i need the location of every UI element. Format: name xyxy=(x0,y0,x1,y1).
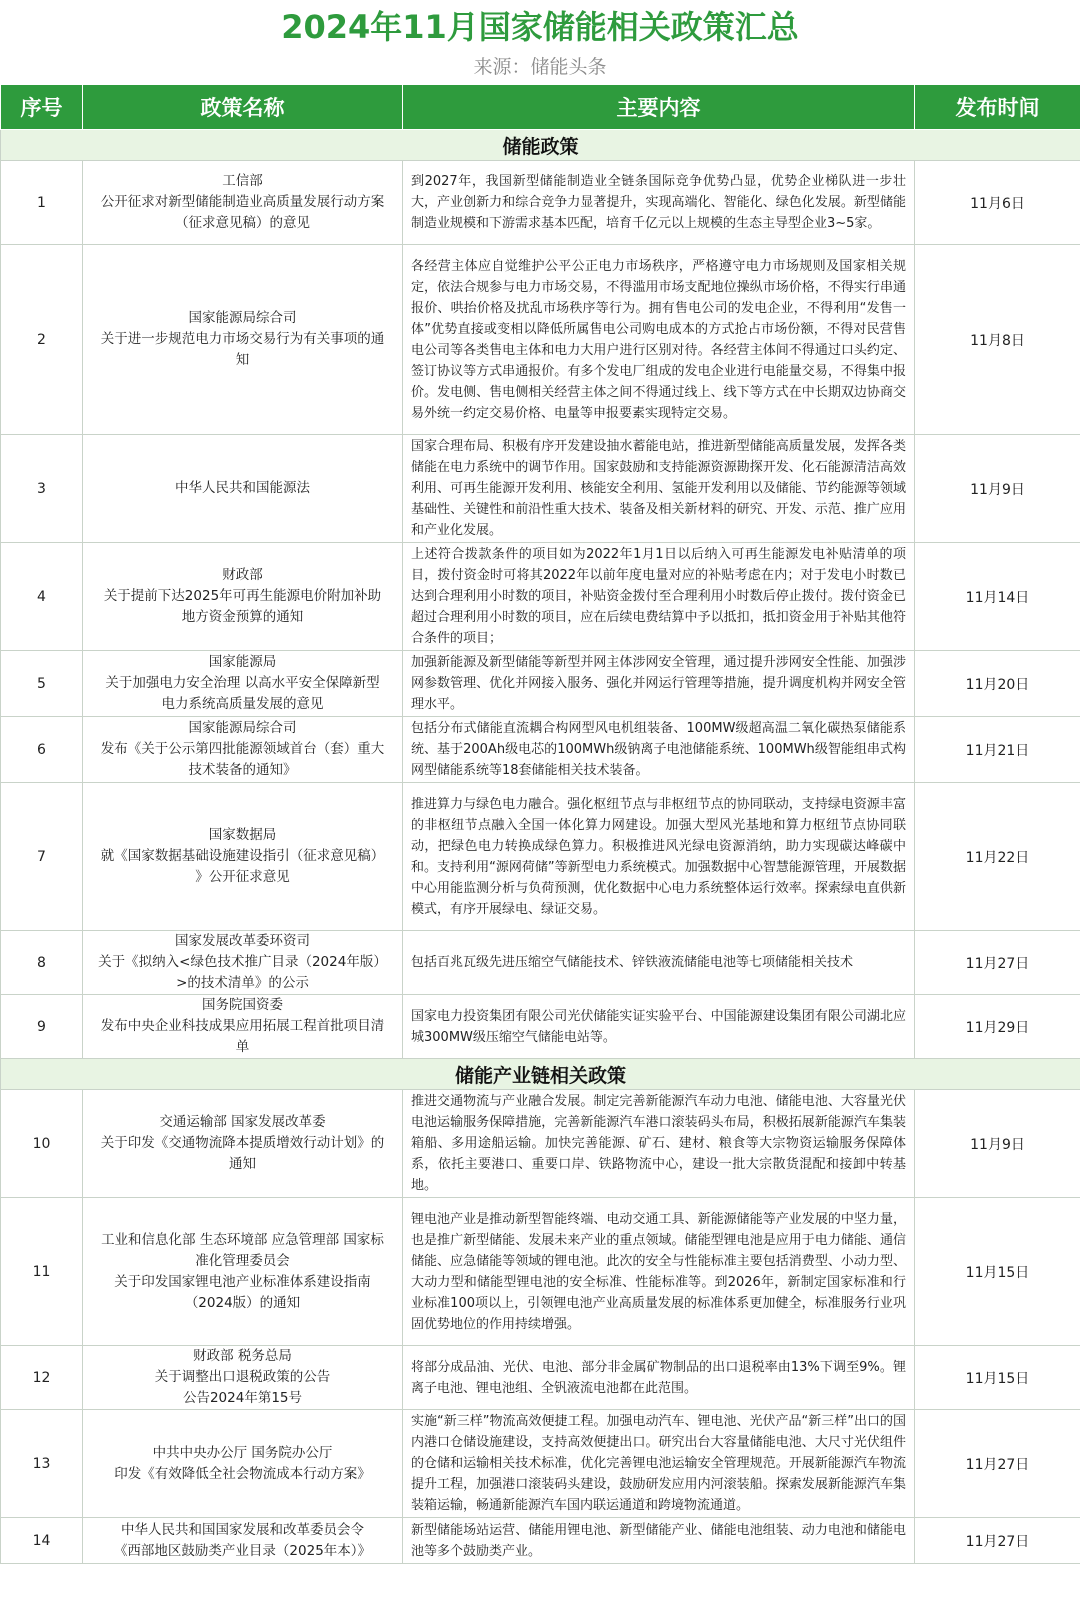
policy-table xyxy=(0,84,1080,1564)
policy-name xyxy=(83,1090,403,1198)
policy-name-line: 关于《拟纳入<绿色技术推广目录（2024年版） xyxy=(98,954,387,970)
policy-name-line: 电力系统高质量发展的意见 xyxy=(161,696,324,712)
policy-name-line: 中华人民共和国能源法 xyxy=(175,480,310,496)
row-number: 6 xyxy=(1,717,83,783)
table-row xyxy=(1,1518,1080,1564)
publish-date: 11月29日 xyxy=(915,995,1080,1059)
policy-name xyxy=(83,1346,403,1410)
policy-content: 包括百兆瓦级先进压缩空气储能技术、锌铁液流储能电池等七项储能相关技术 xyxy=(403,931,915,995)
policy-name-line: 工业和信息化部 生态环境部 应急管理部 国家标 xyxy=(101,1231,384,1248)
table-row xyxy=(1,1346,1080,1410)
header-number: 序号 xyxy=(1,85,83,130)
policy-name-line: 地方资金预算的通知 xyxy=(181,609,304,625)
policy-name xyxy=(83,995,403,1059)
section-title: 储能产业链相关政策 xyxy=(1,1059,1080,1090)
policy-name-line: 国家能源局 xyxy=(208,654,277,670)
policy-name-line: 》公开征求意见 xyxy=(195,869,290,885)
table-row xyxy=(1,435,1080,543)
publish-date: 11月27日 xyxy=(915,1518,1080,1564)
header-date: 发布时间 xyxy=(915,85,1080,130)
policy-name-line: 《西部地区鼓励类产业目录（2025年本）》 xyxy=(113,1542,372,1559)
policy-content: 到2027年，我国新型储能制造业全链条国际竞争优势凸显，优势企业梯队进一步壮大，产业创新力和综合竞争力显著提升，实现高端化、智能化、绿色化发展。新型储能制造业规模和下游需求基本匹配，培育千亿元以上规模的生态主导型企业3~5家。 xyxy=(403,161,915,245)
table-row xyxy=(1,245,1080,435)
row-number: 2 xyxy=(1,245,83,435)
row-number: 8 xyxy=(1,931,83,995)
publish-date: 11月14日 xyxy=(915,543,1080,651)
policy-name xyxy=(83,1410,403,1518)
policy-name-line: 发布《关于公示第四批能源领域首台（套）重大 xyxy=(100,741,385,757)
source-label: 来源：储能头条 xyxy=(473,56,607,78)
row-number: 5 xyxy=(1,651,83,717)
policy-content: 国家合理布局、积极有序开发建设抽水蓄能电站，推进新型储能高质量发展，发挥各类储能在电力系统中的调节作用。国家鼓励和支持能源资源勘探开发、化石能源清洁高效利用、可再生能源开发利用、核能安全利用、氢能开发利用以及储能、节约能源等领域基础性、关键性和前沿性重大技术、装备及相关新材料的研究、开发、示范、推广应用和产业化发展。 xyxy=(403,435,915,543)
header-content: 主要内容 xyxy=(403,85,915,130)
table-row xyxy=(1,995,1080,1059)
policy-name-line: 中共中央办公厅 国务院办公厅 xyxy=(152,1444,333,1461)
policy-name-line: 工信部 xyxy=(222,173,263,189)
publish-date: 11月27日 xyxy=(915,1410,1080,1518)
policy-content: 将部分成品油、光伏、电池、部分非金属矿物制品的出口退税率由13%下调至9%。锂离子电池、锂电池组、全钒液流电池都在此范围。 xyxy=(403,1346,915,1410)
publish-date: 11月27日 xyxy=(915,931,1080,995)
policy-name xyxy=(83,931,403,995)
policy-content: 推进算力与绿色电力融合。强化枢纽节点与非枢纽节点的协同联动，支持绿电资源丰富的非枢纽节点融入全国一体化算力网建设。加强大型风光基地和算力枢纽节点协同联动，把绿色电力转换成绿色算力。积极推进风光绿电资源消纳，助力实现碳达峰碳中和。支持利用“源网荷储”等新型电力系统模式。加强数据中心智慧能源管理，开展数据中心用能监测分析与负荷预测，优化数据中心电力系统整体运行效率。探索绿电直供新模式，有序开展绿电、绿证交易。 xyxy=(403,783,915,931)
policy-name-line: 关于提前下达2025年可再生能源电价附加补助 xyxy=(103,588,382,604)
policy-name xyxy=(83,717,403,783)
policy-name-line: 印发《有效降低全社会物流成本行动方案》 xyxy=(114,1465,371,1482)
table-row xyxy=(1,651,1080,717)
policy-name-line: 发布中央企业科技成果应用拓展工程首批项目清 xyxy=(100,1018,385,1034)
table-header-row xyxy=(1,85,1080,130)
row-number: 4 xyxy=(1,543,83,651)
page-title: 2024年11月国家储能相关政策汇总 xyxy=(281,8,799,46)
policy-name-line: 就《国家数据基础设施建设指引（征求意见稿） xyxy=(100,848,385,864)
policy-name-line: 国务院国资委 xyxy=(202,997,283,1013)
row-number: 1 xyxy=(1,161,83,245)
header-policy-name: 政策名称 xyxy=(83,85,403,130)
table-row xyxy=(1,717,1080,783)
policy-name-line: 知 xyxy=(235,352,250,368)
policy-name-line: 财政部 税务总局 xyxy=(193,1348,292,1364)
policy-name-line: 国家数据局 xyxy=(208,827,277,843)
policy-content: 新型储能场站运营、储能用锂电池、新型储能产业、储能电池组装、动力电池和储能电池等多个鼓励类产业。 xyxy=(403,1518,915,1564)
row-number: 7 xyxy=(1,783,83,931)
policy-name-line: 交通运输部 国家发展改革委 xyxy=(159,1114,326,1130)
policy-content: 各经营主体应自觉维护公平公正电力市场秩序，严格遵守电力市场规则及国家相关规定，依法合规参与电力市场交易，不得滥用市场支配地位操纵市场价格，不得实行串通报价、哄抬价格及扰乱市场秩序等行为。拥有售电公司的发电企业，不得利用“发售一体”优势直接或变相以降低所属售电公司购电成本的方式抢占市场份额，不得对民营售电公司等各类售电主体和电力大用户进行区别对待。各经营主体间不得通过口头约定、签订协议等方式串通报价。有多个发电厂组成的发电企业进行电能量交易，不得集中报价。发电侧、售电侧相关经营主体之间不得通过线上、线下等方式在中长期双边协商交易外统一约定交易价格、电量等申报要素实现特定交易。 xyxy=(403,245,915,435)
table-row xyxy=(1,543,1080,651)
section-row xyxy=(1,1059,1080,1090)
row-number: 10 xyxy=(1,1090,83,1198)
policy-content: 包括分布式储能直流耦合构网型风电机组装备、100MW级超高温二氧化碳热泵储能系统、基于200Ah级电芯的100MWh级钠离子电池储能系统、100MWh级智能组串式构网型储能系统等18套储能相关技术装备。 xyxy=(403,717,915,783)
policy-name-line: 中华人民共和国国家发展和改革委员会令 xyxy=(121,1521,364,1538)
policy-content: 上述符合拨款条件的项目如为2022年1月1日以后纳入可再生能源发电补贴清单的项目，拨付资金时可将其2022年以前年度电量对应的补贴考虑在内；对于发电小时数已达到合理利用小时数的项目，补贴资金拨付至合理利用小时数后停止拨付。拨付资金已超过合理利用小时数的项目，应在后续电费结算中予以抵扣，抵扣资金用于补贴其他符合条件的项目； xyxy=(403,543,915,651)
row-number: 14 xyxy=(1,1518,83,1564)
policy-name xyxy=(83,245,403,435)
policy-content: 推进交通物流与产业融合发展。制定完善新能源汽车动力电池、储能电池、大容量光伏电池运输服务保障措施，完善新能源汽车港口滚装码头布局，积极拓展新能源汽车集装箱船、多用途船运输。加快完善能源、矿石、建材、粮食等大宗物资运输服务保障体系，依托主要港口、重要口岸、铁路物流中心，建设一批大宗散货混配和接卸中转基地。 xyxy=(403,1090,915,1198)
publish-date: 11月9日 xyxy=(915,435,1080,543)
policy-name xyxy=(83,161,403,245)
publish-date: 11月15日 xyxy=(915,1198,1080,1346)
policy-name xyxy=(83,435,403,543)
row-number: 3 xyxy=(1,435,83,543)
row-number: 9 xyxy=(1,995,83,1059)
table-row xyxy=(1,1410,1080,1518)
section-row xyxy=(1,130,1080,161)
policy-name-line: 关于印发《交通物流降本提质增效行动计划》的 xyxy=(100,1135,385,1151)
table-row xyxy=(1,783,1080,931)
policy-name xyxy=(83,783,403,931)
policy-name-line: 国家能源局综合司 xyxy=(188,310,297,326)
policy-name-line: 关于加强电力安全治理 以高水平安全保障新型 xyxy=(105,675,380,691)
policy-name-line: 单 xyxy=(235,1039,250,1055)
publish-date: 11月22日 xyxy=(915,783,1080,931)
row-number: 12 xyxy=(1,1346,83,1410)
table-row xyxy=(1,1090,1080,1198)
row-number: 13 xyxy=(1,1410,83,1518)
publish-date: 11月15日 xyxy=(915,1346,1080,1410)
policy-name-line: 关于调整出口退税政策的公告 xyxy=(154,1369,331,1385)
policy-content: 锂电池产业是推动新型智能终端、电动交通工具、新能源储能等产业发展的中坚力量，也是推广新型储能、发展未来产业的重点领域。储能型锂电池是应用于电力储能、通信储能、应急储能等领域的锂电池。此次的安全与性能标准主要包括消费型、小动力型、大动力型和储能型锂电池的安全标准、性能标准等。到2026年，新制定国家标准和行业标准100项以上，引领锂电池产业高质量发展的标准体系更加健全，标准服务行业巩固优势地位的作用持续增强。 xyxy=(403,1198,915,1346)
policy-name-line: >的技术清单》的公示 xyxy=(176,975,309,991)
table-row xyxy=(1,1198,1080,1346)
policy-name-line: （征求意见稿）的意见 xyxy=(175,215,310,231)
policy-name-line: 公告2024年第15号 xyxy=(182,1390,303,1406)
publish-date: 11月8日 xyxy=(915,245,1080,435)
policy-name-line: 通知 xyxy=(229,1156,256,1172)
table-body xyxy=(1,130,1080,1564)
policy-name xyxy=(83,1198,403,1346)
policy-name xyxy=(83,543,403,651)
publish-date: 11月20日 xyxy=(915,651,1080,717)
row-number: 11 xyxy=(1,1198,83,1346)
policy-name xyxy=(83,1518,403,1564)
policy-name xyxy=(83,651,403,717)
policy-name-line: 国家能源局综合司 xyxy=(188,720,297,736)
policy-name-line: 财政部 xyxy=(222,567,263,583)
section-title: 储能政策 xyxy=(1,130,1080,161)
policy-name-line: 关于印发国家锂电池产业标准体系建设指南 xyxy=(114,1273,371,1290)
policy-name-line: 国家发展改革委环资司 xyxy=(175,933,310,949)
publish-date: 11月21日 xyxy=(915,717,1080,783)
policy-name-line: 技术装备的通知》 xyxy=(188,762,297,778)
policy-name-line: 准化管理委员会 xyxy=(195,1252,290,1269)
table-row xyxy=(1,161,1080,245)
policy-name-line: 关于进一步规范电力市场交易行为有关事项的通 xyxy=(100,331,385,347)
policy-content: 加强新能源及新型储能等新型并网主体涉网安全管理，通过提升涉网安全性能、加强涉网参数管理、优化并网接入服务、强化并网运行管理等措施，提升调度机构并网安全管理水平。 xyxy=(403,651,915,717)
table-row xyxy=(1,931,1080,995)
policy-name-line: 公开征求对新型储能制造业高质量发展行动方案 xyxy=(100,194,385,210)
publish-date: 11月9日 xyxy=(915,1090,1080,1198)
policy-content: 实施“新三样”物流高效便捷工程。加强电动汽车、锂电池、光伏产品“新三样”出口的国内港口仓储设施建设，支持高效便捷出口。研究出台大容量储能电池、大尺寸光伏组件的仓储和运输相关技术标准，优化完善锂电池运输安全管理规范。开展新能源汽车物流提升工程，加强港口滚装码头建设，鼓励研发应用内河滚装船。探索发展新能源汽车集装箱运输，畅通新能源汽车国内联运通道和跨境物流通道。 xyxy=(403,1410,915,1518)
policy-name-line: （2024版）的通知 xyxy=(184,1294,301,1311)
policy-content: 国家电力投资集团有限公司光伏储能实证实验平台、中国能源建设集团有限公司湖北应城300MW级压缩空气储能电站等。 xyxy=(403,995,915,1059)
publish-date: 11月6日 xyxy=(915,161,1080,245)
